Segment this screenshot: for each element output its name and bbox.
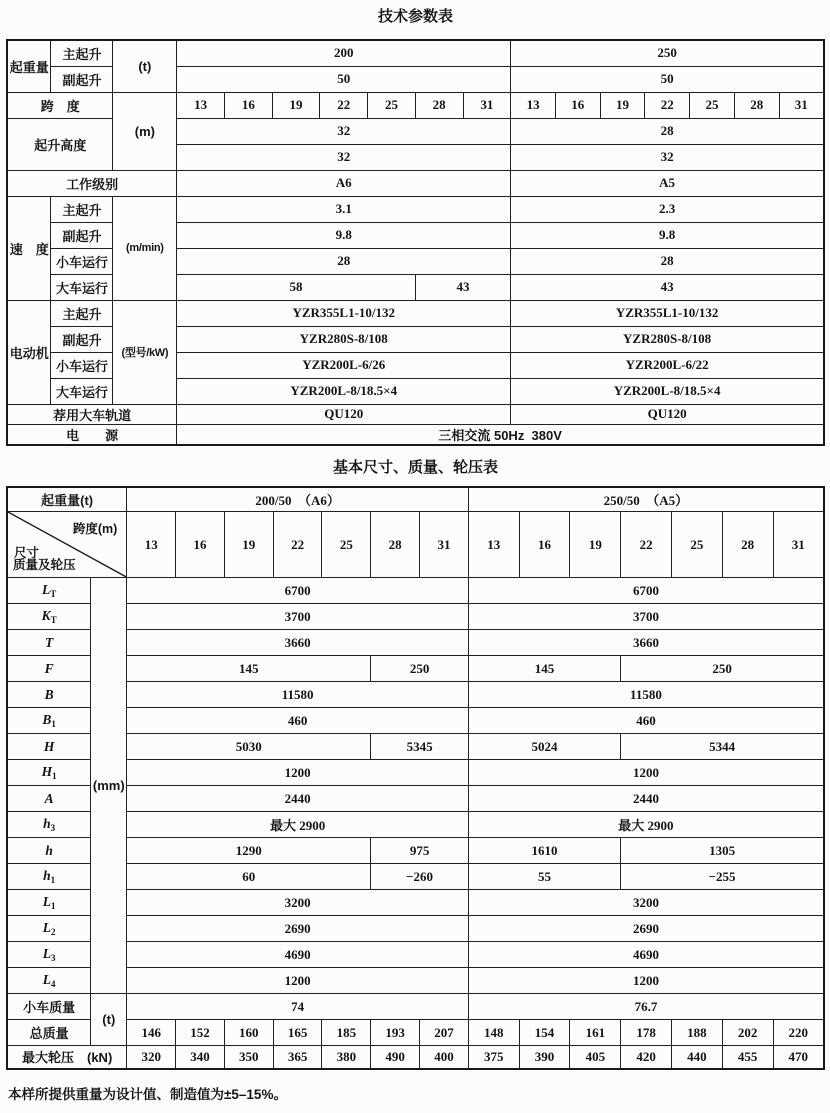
value-cell: 405	[570, 1046, 621, 1069]
value-cell: QU120	[177, 404, 511, 424]
row-label: 主起升	[51, 196, 113, 222]
dimension-label: h	[7, 838, 91, 864]
value-cell: YZR200L-8/18.5×4	[177, 378, 511, 404]
value-cell: 28	[511, 248, 824, 274]
value-cell: 11580	[127, 682, 469, 708]
value-cell: 28	[415, 92, 463, 118]
value-cell: 390	[519, 1046, 570, 1069]
value-cell: 9.8	[177, 222, 511, 248]
value-cell: 350	[224, 1046, 273, 1069]
value-cell: 470	[773, 1046, 824, 1069]
value-cell: 320	[127, 1046, 176, 1069]
value-cell: 4690	[127, 942, 469, 968]
row-label: 小车质量	[7, 994, 91, 1020]
value-cell: YZR280S-8/108	[177, 326, 511, 352]
value-cell: 365	[273, 1046, 322, 1069]
value-cell: 5345	[371, 734, 469, 760]
value-cell: 1200	[127, 968, 469, 994]
dimension-label: $h_1$	[7, 864, 91, 890]
value-cell: YZR280S-8/108	[511, 326, 824, 352]
value-cell: 5030	[127, 734, 371, 760]
value-cell: 3.1	[177, 196, 511, 222]
value-cell: 1200	[127, 760, 469, 786]
value-cell: 2440	[468, 786, 824, 812]
value-cell: 165	[273, 1020, 322, 1046]
footer-note: 本样所提供重量为设计值、制造值为±5–15%。	[8, 1086, 287, 1102]
dimension-label: $H_1$	[7, 760, 91, 786]
value-cell: 28	[734, 92, 779, 118]
row-label: 起重量(t)	[7, 487, 127, 512]
value-cell: 2690	[468, 916, 824, 942]
value-cell: −255	[621, 864, 824, 890]
dimension-label: $L_T$	[7, 578, 91, 604]
value-cell: 76.7	[468, 994, 824, 1020]
value-cell: 6700	[468, 578, 824, 604]
value-cell: YZR200L-6/26	[177, 352, 511, 378]
value-cell: 3660	[468, 630, 824, 656]
value-cell: 19	[272, 92, 320, 118]
value-cell: 9.8	[511, 222, 824, 248]
row-label: 三相交流 50Hz 380V	[177, 424, 824, 445]
value-cell: YZR355L1-10/132	[177, 300, 511, 326]
row-label: (t)	[91, 994, 127, 1046]
value-cell: 13	[468, 512, 519, 578]
value-cell: 25	[322, 512, 371, 578]
value-cell: 3200	[127, 890, 469, 916]
row-label: 副起升	[51, 66, 113, 92]
value-cell: 400	[420, 1046, 469, 1069]
value-cell: 16	[176, 512, 225, 578]
value-cell: 145	[468, 656, 620, 682]
value-cell: 50	[177, 66, 511, 92]
value-cell: A6	[177, 170, 511, 196]
value-cell: 22	[645, 92, 690, 118]
row-label: 工作级别	[7, 170, 177, 196]
value-cell: 19	[570, 512, 621, 578]
value-cell: 200/50 （A6）	[127, 487, 469, 512]
row-label: (型号/kW)	[113, 300, 177, 404]
value-cell: YZR200L-8/18.5×4	[511, 378, 824, 404]
dimension-label: $h_3$	[7, 812, 91, 838]
value-cell: 22	[621, 512, 672, 578]
value-cell: 5344	[621, 734, 824, 760]
value-cell: −260	[371, 864, 469, 890]
value-cell: 152	[176, 1020, 225, 1046]
value-cell: 31	[779, 92, 824, 118]
value-cell: 31	[773, 512, 824, 578]
value-cell: 975	[371, 838, 469, 864]
row-label: 跨 度	[7, 92, 113, 118]
value-cell: 207	[420, 1020, 469, 1046]
row-label: 起重量	[7, 40, 51, 92]
diagonal-size-label: 尺寸	[14, 546, 40, 560]
table1-title: 技术参数表	[377, 8, 453, 25]
value-cell: YZR200L-6/22	[511, 352, 824, 378]
dimension-label: $L_2$	[7, 916, 91, 942]
value-cell: 22	[320, 92, 368, 118]
value-cell: 460	[127, 708, 469, 734]
row-label: 最大轮压 (kN)	[7, 1046, 127, 1069]
row-label: 副起升	[51, 326, 113, 352]
value-cell: 250	[511, 40, 824, 66]
dimension-label: $L_1$	[7, 890, 91, 916]
value-cell: 200	[177, 40, 511, 66]
dimension-label: T	[7, 630, 91, 656]
value-cell: 16	[519, 512, 570, 578]
value-cell: 58	[177, 274, 416, 300]
row-label: 起升高度	[7, 118, 113, 170]
row-label: 电 源	[7, 424, 177, 445]
value-cell: 202	[722, 1020, 773, 1046]
value-cell: 2.3	[511, 196, 824, 222]
row-label: 大车运行	[51, 378, 113, 404]
diagonal-mass-label: 质量及轮压	[13, 558, 76, 572]
value-cell: 32	[177, 144, 511, 170]
value-cell: 28	[722, 512, 773, 578]
value-cell: 6700	[127, 578, 469, 604]
dimension-label: $L_4$	[7, 968, 91, 994]
value-cell: 1610	[468, 838, 620, 864]
value-cell: 13	[511, 92, 556, 118]
value-cell: 145	[127, 656, 371, 682]
dimension-label: $K_T$	[7, 604, 91, 630]
value-cell: 250	[371, 656, 469, 682]
value-cell: 最大 2900	[127, 812, 469, 838]
row-label: 大车运行	[51, 274, 113, 300]
value-cell: 3700	[127, 604, 469, 630]
value-cell: 32	[511, 144, 824, 170]
value-cell: 146	[127, 1020, 176, 1046]
value-cell: 32	[177, 118, 511, 144]
value-cell: 380	[322, 1046, 371, 1069]
value-cell: 154	[519, 1020, 570, 1046]
value-cell: 25	[672, 512, 723, 578]
value-cell: 22	[273, 512, 322, 578]
value-cell: 50	[511, 66, 824, 92]
value-cell: 最大 2900	[468, 812, 824, 838]
value-cell: 148	[468, 1020, 519, 1046]
value-cell: 1305	[621, 838, 824, 864]
value-cell: YZR355L1-10/132	[511, 300, 824, 326]
row-label: (m/min)	[113, 196, 177, 300]
row-label: 荐用大车轨道	[7, 404, 177, 424]
value-cell: 3200	[468, 890, 824, 916]
value-cell: 16	[555, 92, 600, 118]
row-label: 电动机	[7, 300, 51, 404]
value-cell: 3700	[468, 604, 824, 630]
value-cell: 13	[177, 92, 225, 118]
value-cell: A5	[511, 170, 824, 196]
value-cell: 2690	[127, 916, 469, 942]
value-cell: QU120	[511, 404, 824, 424]
dimension-label: H	[7, 734, 91, 760]
value-cell: 455	[722, 1046, 773, 1069]
value-cell: 43	[511, 274, 824, 300]
row-label: 速 度	[7, 196, 51, 300]
value-cell: 28	[511, 118, 824, 144]
value-cell: 16	[224, 92, 272, 118]
value-cell: 1200	[468, 968, 824, 994]
diagonal-span-label: 跨度(m)	[72, 522, 118, 536]
value-cell: 250/50 （A5）	[468, 487, 824, 512]
row-label: 小车运行	[51, 352, 113, 378]
value-cell: 28	[371, 512, 420, 578]
value-cell: 1200	[468, 760, 824, 786]
value-cell: 25	[368, 92, 416, 118]
value-cell: 19	[600, 92, 645, 118]
value-cell: 11580	[468, 682, 824, 708]
dimension-label: $B_1$	[7, 708, 91, 734]
value-cell: 25	[690, 92, 735, 118]
value-cell: 19	[224, 512, 273, 578]
value-cell: 31	[463, 92, 511, 118]
value-cell: 178	[621, 1020, 672, 1046]
value-cell: 160	[224, 1020, 273, 1046]
value-cell: 2440	[127, 786, 469, 812]
value-cell: 13	[127, 512, 176, 578]
value-cell: 220	[773, 1020, 824, 1046]
table2-title: 基本尺寸、质量、轮压表	[332, 458, 498, 476]
value-cell: 31	[420, 512, 469, 578]
row-label: 副起升	[51, 222, 113, 248]
value-cell: 188	[672, 1020, 723, 1046]
row-label: 总质量	[7, 1020, 91, 1046]
value-cell: 4690	[468, 942, 824, 968]
value-cell: 340	[176, 1046, 225, 1069]
value-cell: 161	[570, 1020, 621, 1046]
value-cell: 5024	[468, 734, 620, 760]
row-label: 小车运行	[51, 248, 113, 274]
value-cell: 28	[177, 248, 511, 274]
value-cell: 3660	[127, 630, 469, 656]
row-label: (t)	[113, 40, 177, 92]
value-cell: 74	[127, 994, 469, 1020]
value-cell: 43	[415, 274, 510, 300]
row-label: 主起升	[51, 40, 113, 66]
value-cell: 193	[371, 1020, 420, 1046]
value-cell: 55	[468, 864, 620, 890]
value-cell: 460	[468, 708, 824, 734]
value-cell: 440	[672, 1046, 723, 1069]
technical-parameters-table	[6, 39, 825, 446]
row-label: (m)	[113, 92, 177, 170]
value-cell: 420	[621, 1046, 672, 1069]
row-label: (mm)	[91, 578, 127, 994]
value-cell: 185	[322, 1020, 371, 1046]
dimensions-mass-wheel-pressure-table	[6, 486, 825, 1070]
value-cell: 1290	[127, 838, 371, 864]
value-cell: 490	[371, 1046, 420, 1069]
value-cell: 375	[468, 1046, 519, 1069]
dimension-label: F	[7, 656, 91, 682]
diagonal-header-cell	[7, 512, 127, 578]
value-cell: 60	[127, 864, 371, 890]
row-label: 主起升	[51, 300, 113, 326]
value-cell: 250	[621, 656, 824, 682]
dimension-label: $L_3$	[7, 942, 91, 968]
dimension-label: A	[7, 786, 91, 812]
dimension-label: B	[7, 682, 91, 708]
